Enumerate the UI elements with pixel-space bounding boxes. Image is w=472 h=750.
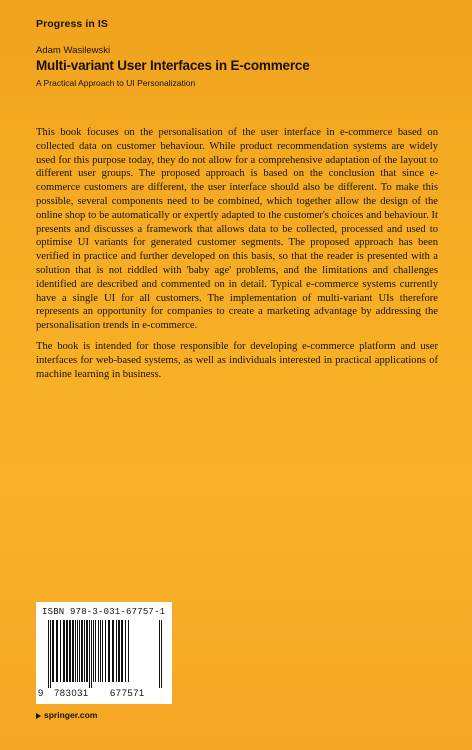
publisher-link[interactable] [36,710,97,720]
barcode-bar [75,620,76,682]
barcode-bar [112,620,114,682]
isbn-label: ISBN 978-3-031-67757-1 [42,607,166,617]
arrow-right-icon [36,713,41,719]
barcode-bar [63,620,65,682]
barcode-bar [161,620,162,688]
barcode-bar [48,620,49,688]
barcode-bar [98,620,99,682]
book-subtitle: A Practical Approach to UI Personalization [36,78,196,88]
barcode-bar [125,620,126,682]
barcode-bar [159,620,160,688]
barcode-bar [121,620,123,682]
barcode-digits-left: 783031 [54,688,89,699]
barcode-bar [105,620,106,682]
barcode-digits-right: 677571 [110,688,145,699]
barcode-bar [128,620,129,682]
barcode-bar [91,620,92,688]
description-paragraph: This book focuses on the personalisation of the user interface in e-commerce based on collected data on customer behaviour. While product recommendation systems are widely used for this purpose today, they do not allow for a comprehensive adaptation of the layout to different user groups. The proposed approach is based on the conclusion that since e-commerce customers are different, the user interface should also be different. To make this possible, several components need to be combined, which together allow the design of the online shop to be automatically or expertly adapted to the customer's choices and behaviour. It presents and discusses a framework that allows data to be collected, processed and used to optimise UI variants for generated customer segments. The proposed approach has been verified in practice and further developed on this basis, so that the reader is presented with a solution that is not riddled with 'baby age' problems, and the limitations and challenges identified are described and commented on in detail. Typical e-commerce systems currently have a single UI for all customers. The implementation of multi-variant UIs therefore represents an opportunity for companies to create a marketing advantage by addressing the personalisation trends in e-commerce. [36,127,438,332]
series-name: Progress in IS [36,18,109,30]
barcode-bar [79,620,80,682]
barcode-bar [66,620,68,682]
barcode-bar [89,620,90,688]
barcode-bar [100,620,101,682]
barcode-bar [72,620,74,682]
author-name: Adam Wasilewski [36,45,111,56]
barcode-bar [102,620,103,682]
barcode-bar [69,620,71,682]
description-paragraph: The book is intended for those responsible for developing e-commerce platform and user interfaces for web-based systems, as well as individuals interested in practical applications of machine learning in business. [36,340,438,380]
barcode-bar [77,620,78,682]
barcode-bar [86,620,88,682]
barcode-bar [50,620,51,688]
barcode-bar [108,620,110,682]
book-title: Multi-variant User Interfaces in E-commerce [36,58,310,73]
barcode-icon [42,620,166,688]
barcode-digit-first: 9 [38,688,44,699]
barcode-bar [81,620,83,682]
barcode-bar [52,620,54,682]
barcode-bar [56,620,58,682]
barcode-bar [95,620,96,682]
barcode-bar [60,620,61,682]
barcode-bar [84,620,85,682]
barcode-panel [36,602,172,704]
book-description [36,126,438,388]
barcode-bar [118,620,120,682]
publisher-url: springer.com [44,710,98,720]
barcode-bar [116,620,117,682]
barcode-bar [93,620,94,682]
